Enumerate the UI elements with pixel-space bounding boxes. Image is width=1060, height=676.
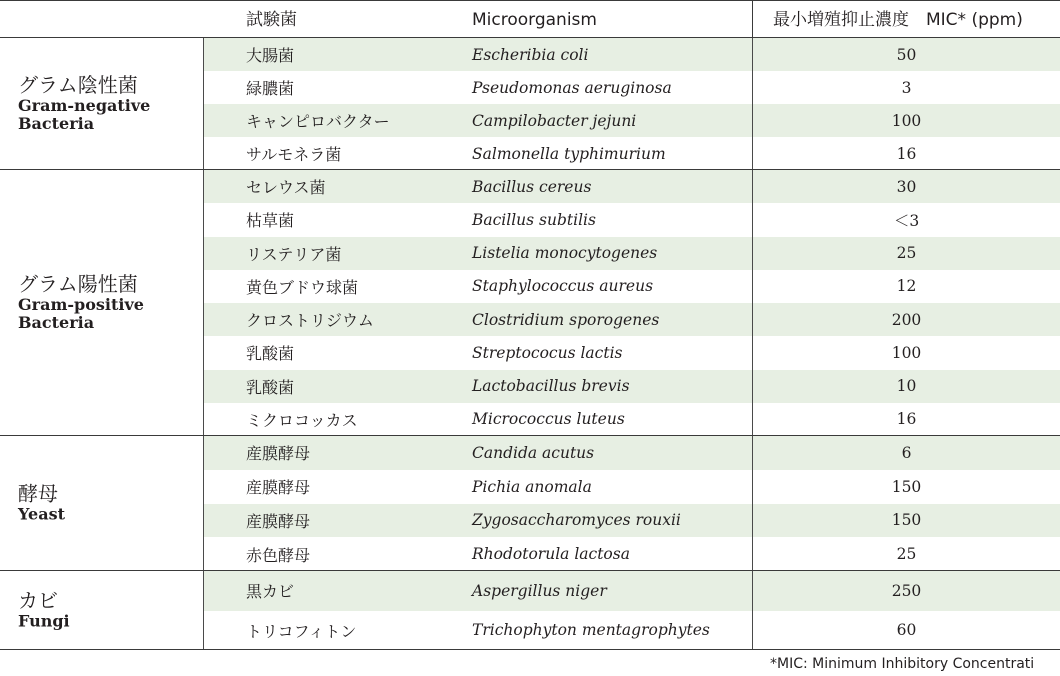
organism-jp: リステリア菌 bbox=[246, 244, 342, 264]
group-label-en-line: Gram-positive bbox=[18, 294, 144, 314]
organism-name: Zygosaccharomyces rouxii bbox=[472, 511, 681, 530]
organism-name: Micrococcus luteus bbox=[472, 410, 625, 429]
table-row bbox=[203, 504, 1060, 538]
table-row bbox=[203, 611, 1060, 651]
group-label-en-line: Bacteria bbox=[18, 313, 95, 332]
organism-name: Listelia monocytogenes bbox=[472, 244, 658, 263]
group-label-jp: グラム陰性菌 bbox=[18, 72, 138, 97]
organism-name: Candida acutus bbox=[472, 443, 595, 462]
mic-value: 200 bbox=[891, 310, 922, 329]
organism-jp: サルモネラ菌 bbox=[246, 145, 342, 164]
column-divider bbox=[752, 170, 753, 435]
group-label-en-line: Bacteria bbox=[18, 114, 95, 133]
organism-name: Salmonella typhimurium bbox=[472, 144, 666, 163]
group-label-en bbox=[18, 296, 144, 333]
organism-jp: 乳酸菌 bbox=[246, 377, 295, 397]
column-divider bbox=[203, 170, 204, 435]
header-test-organism-jp: 試験菌 bbox=[246, 10, 297, 30]
organism-name: Campilobacter jejuni bbox=[472, 111, 637, 130]
mic-value: 16 bbox=[896, 144, 917, 163]
table-group bbox=[0, 436, 1060, 571]
organism-jp: キャンピロバクター bbox=[246, 112, 390, 131]
organism-name: Rhodotorula lactosa bbox=[472, 545, 630, 564]
mic-value: 150 bbox=[891, 511, 922, 530]
group-label bbox=[18, 589, 70, 630]
table-group bbox=[0, 571, 1060, 650]
table-row bbox=[203, 71, 1060, 104]
table-row bbox=[203, 237, 1060, 270]
group-label-jp: グラム陽性菌 bbox=[18, 271, 138, 296]
organism-name: Clostridium sporogenes bbox=[472, 310, 660, 329]
mic-value: 25 bbox=[896, 244, 917, 263]
organism-jp: 黄色ブドウ球菌 bbox=[246, 277, 359, 297]
organism-jp: クロストリジウム bbox=[246, 311, 374, 331]
mic-value: 25 bbox=[896, 545, 917, 564]
table-row bbox=[203, 336, 1060, 369]
group-label-jp: 酵母 bbox=[18, 481, 58, 506]
mic-value: 16 bbox=[896, 410, 917, 429]
table-group bbox=[0, 38, 1060, 170]
group-label-en bbox=[18, 612, 70, 630]
column-divider bbox=[203, 38, 204, 169]
table-row bbox=[203, 270, 1060, 303]
mic-value: 50 bbox=[896, 45, 917, 64]
column-divider bbox=[203, 571, 204, 649]
table-row bbox=[203, 571, 1060, 611]
organism-jp: 大腸菌 bbox=[246, 46, 295, 65]
mic-value: ＜3 bbox=[893, 211, 920, 230]
organism-name: Escheribia coli bbox=[472, 45, 589, 64]
mic-value: 250 bbox=[891, 581, 922, 600]
organism-name: Bacillus subtilis bbox=[472, 210, 596, 229]
group-label-jp: カビ bbox=[18, 588, 58, 613]
organism-name: Streptococus lactis bbox=[472, 343, 623, 362]
table-row bbox=[203, 436, 1060, 470]
column-divider bbox=[752, 436, 753, 570]
mic-value: 100 bbox=[891, 343, 922, 362]
organism-jp: 黒カビ bbox=[246, 582, 295, 602]
organism-name: Staphylococcus aureus bbox=[472, 277, 654, 296]
table-row bbox=[203, 537, 1060, 571]
group-label bbox=[18, 482, 65, 523]
organism-jp: 産膜酵母 bbox=[246, 444, 311, 464]
mic-value: 60 bbox=[896, 621, 917, 640]
table-row bbox=[203, 104, 1060, 137]
mic-value: 3 bbox=[901, 78, 912, 97]
mic-value: 150 bbox=[891, 477, 922, 496]
organism-name: Lactobacillus brevis bbox=[472, 377, 630, 396]
group-label-en bbox=[18, 97, 150, 134]
organism-name: Aspergillus niger bbox=[472, 581, 607, 600]
column-divider bbox=[752, 38, 753, 169]
mic-value: 10 bbox=[896, 377, 917, 396]
group-label-en bbox=[18, 505, 65, 523]
table-row bbox=[203, 370, 1060, 403]
table-row bbox=[203, 403, 1060, 436]
group-label-en-line: Gram-negative bbox=[18, 95, 151, 115]
table-row bbox=[203, 470, 1060, 504]
organism-jp: 枯草菌 bbox=[246, 211, 295, 231]
mic-value: 12 bbox=[896, 277, 917, 296]
organism-jp: トリコフィトン bbox=[246, 621, 357, 641]
group-label-en-line: Fungi bbox=[18, 611, 70, 631]
mic-value: 30 bbox=[896, 177, 917, 196]
organism-jp: ミクロコッカス bbox=[246, 410, 358, 430]
organism-name: Bacillus cereus bbox=[472, 177, 592, 196]
column-divider bbox=[752, 571, 753, 649]
organism-name: Pseudomonas aeruginosa bbox=[472, 78, 672, 97]
table-group bbox=[0, 170, 1060, 436]
mic-value: 6 bbox=[901, 443, 912, 462]
column-divider bbox=[203, 436, 204, 570]
header-mic: 最小増殖抑止濃度 MIC* (ppm) bbox=[752, 1, 1060, 37]
group-label bbox=[18, 74, 150, 134]
table-row bbox=[203, 137, 1060, 170]
table-row bbox=[203, 303, 1060, 336]
organism-jp: 産膜酵母 bbox=[246, 478, 311, 498]
group-label bbox=[18, 273, 144, 333]
organism-name: Pichia anomala bbox=[472, 477, 592, 496]
organism-jp: セレウス菌 bbox=[246, 178, 326, 198]
table-row bbox=[203, 203, 1060, 236]
footnote: *MIC: Minimum Inhibitory Concentrati bbox=[770, 656, 1035, 672]
header-microorganism: Microorganism bbox=[472, 10, 597, 30]
organism-name: Trichophyton mentagrophytes bbox=[472, 621, 710, 640]
group-label-en-line: Yeast bbox=[18, 504, 65, 524]
organism-jp: 赤色酵母 bbox=[246, 545, 311, 565]
mic-value: 100 bbox=[891, 111, 922, 130]
table-row bbox=[203, 170, 1060, 203]
table-header bbox=[0, 0, 1060, 38]
organism-jp: 産膜酵母 bbox=[246, 511, 311, 531]
organism-jp: 緑膿菌 bbox=[246, 79, 295, 98]
organism-jp: 乳酸菌 bbox=[246, 344, 295, 364]
table-row bbox=[203, 38, 1060, 71]
